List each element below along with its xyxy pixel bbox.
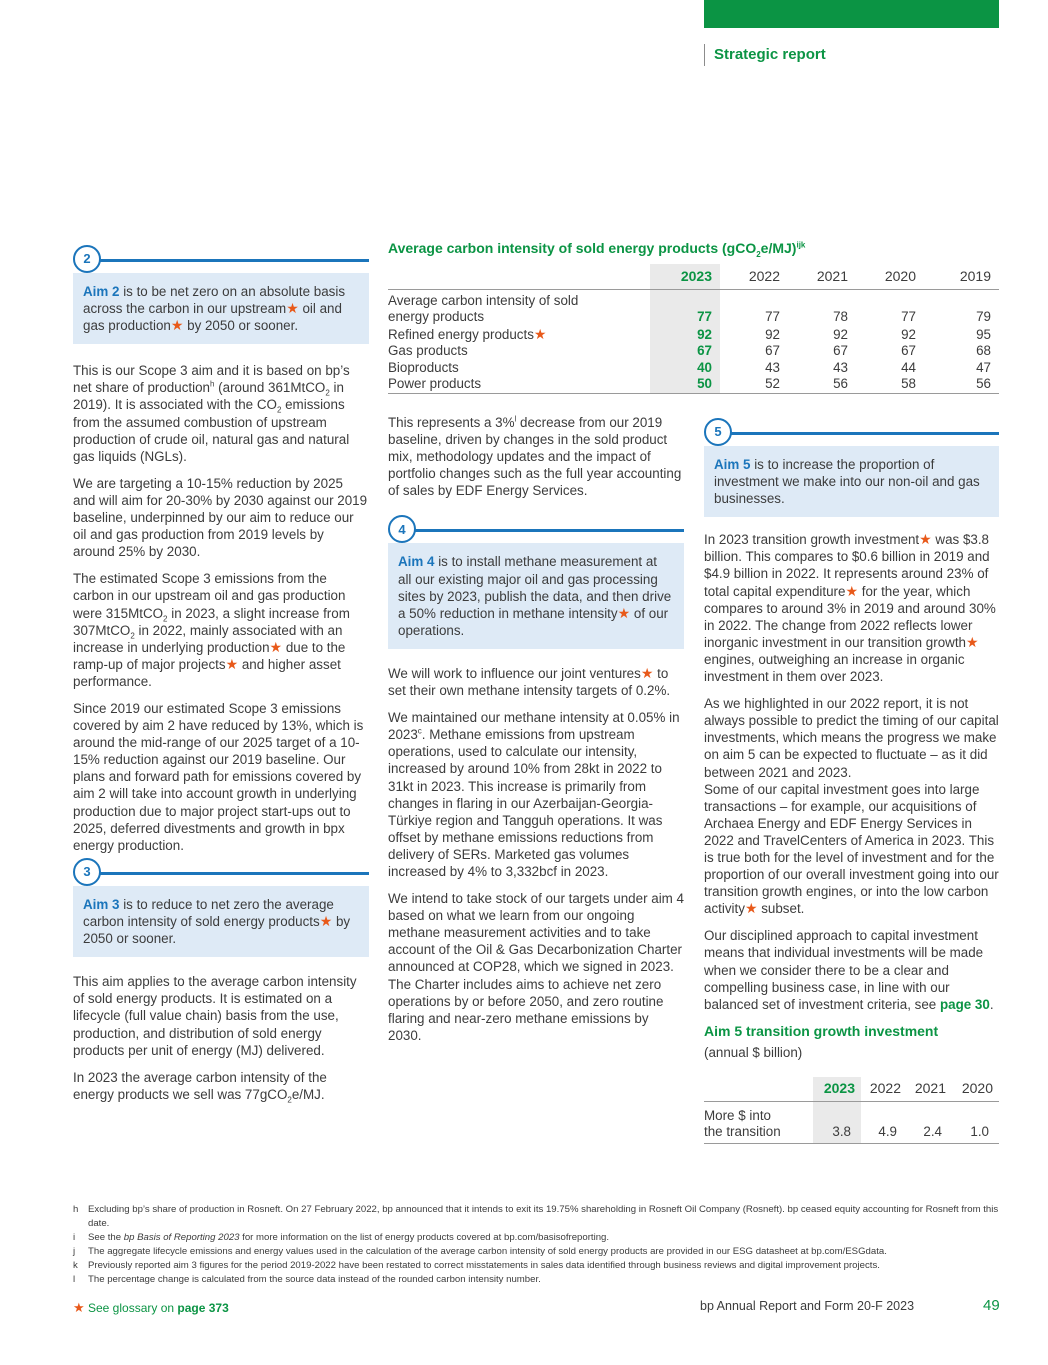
paragraph: This is our Scope 3 aim and it is based on bp’s net share of production$^h$ (around 361MtCO$_2$ in 2019). It is associated with the $CO_2$ emissions from the assumed combustion of upstream production of crude oil, natural gas and natural gas liquids (NGLs). [73, 363, 350, 464]
glossary-star-icon: ★ [744, 900, 758, 917]
table-row: More $ into the transition 3.8 4.9 2.4 1.0 [704, 1101, 999, 1143]
paragraph: In 2023 the average carbon intensity of the energy products we sell was 77gCO$_2$e/MJ. [73, 1069, 327, 1105]
glossary-star-icon: ★ [640, 664, 654, 681]
aim2-box [73, 273, 369, 344]
paragraph: The estimated Scope 3 emissions from the carbon in our upstream oil and gas production were 315MtCO$_2$ in 2023, a slight increase from 307MtCO$_2$ in 2022, mainly associated with an increase in underlying production★ due to the ramp-up of major projects★ and higher asset performance. [73, 571, 350, 689]
glossary-star-icon: ★ [286, 300, 299, 317]
aim4-callout [388, 515, 684, 648]
row-label: Average carbon intensity of sold energy products [388, 292, 579, 325]
paragraph: In 2023 transition growth investment★ was $3.8 billion. This compares to $0.6 billion in 2019 and $4.9 billion in 2022. It represents around 23% of total capital expenditure★ for the year, which compares to around 3% in 2019 and around 30% in 2022. The change from 2022 reflects lower inorganic investment in our transition growth★ engines, outweighing an increase in organic investment in them over 2023. [704, 531, 996, 685]
paragraph: This represents a 3%$^l$ decrease from our 2019 baseline, driven by changes in the sold product mix, methodology updates and the impact of portfolio changes such as the full year accounting of sales by EDF Energy Services. [388, 414, 682, 499]
column-header: 2020 [856, 264, 924, 289]
table-row: Power products 50 52 56 58 56 [388, 376, 999, 393]
aim3-box: Aim 3 is to reduce to net zero the average carbon intensity of sold energy products★ by 2050 or sooner. [73, 886, 369, 957]
aim5-callout [704, 418, 999, 517]
row-label: Refined energy products★ [388, 325, 547, 342]
table-row: Refined energy products★ 92 92 92 92 95 [388, 325, 991, 342]
glossary-note: ★ See glossary on page 373 [73, 1300, 229, 1315]
table-row: Average carbon intensity of sold energy products 77 77 78 77 79 [388, 289, 999, 326]
header-divider [704, 44, 705, 66]
aim2-callout [73, 245, 369, 344]
aim4-rule [402, 529, 684, 532]
paragraph: As we highlighted in our 2022 report, it is not always possible to predict the timing of our capital investments, which means the progress we make on aim 5 can be expected to fluctuate – as it did between 2021 and 2023. Some of our capital investment goes into large transactions – for example, our acquisitions of Archaea Energy and EDF Energy Services in 2022 and TravelCenters of America in 2023. This is true both for the level of investment and for the proportion of our overall investment going into our transition growth engines, or into the low carbon activity★ subset. [704, 696, 999, 917]
column-header: 2023 [813, 1077, 861, 1101]
footnote: j The aggregate lifecycle emissions and energy values used in the calculation of the average carbon intensity of sold energy products are provided in our ESG datasheet at bp.com/ESGdata. [73, 1246, 887, 1257]
paragraph: We are targeting a 10-15% reduction by 2025 and will aim for 20-30% by 2030 against our 2019 baseline, underpinned by our aim to reduce our oil and gas production from 2019 levels by around 25% by 2030. [73, 475, 368, 560]
column-header: 2019 [924, 264, 999, 289]
aim4-label: Aim 4 [398, 554, 435, 570]
page-number: 49 [983, 1297, 1000, 1314]
carbon-intensity-table-block [388, 240, 999, 394]
glossary-star-icon: ★ [73, 1300, 85, 1315]
aim5-number-badge: 5 [704, 418, 732, 446]
column-header: 2022 [720, 264, 788, 289]
table-header-row [388, 264, 999, 289]
left-column-lower [73, 858, 369, 1113]
glossary-star-icon: ★ [533, 325, 547, 342]
row-label: Bioproducts [388, 359, 459, 375]
glossary-star-icon: ★ [966, 633, 979, 650]
glossary-star-icon: ★ [170, 317, 184, 334]
aim2-label: Aim 2 [83, 284, 120, 299]
column-header: 2022 [861, 1077, 907, 1101]
glossary-star-icon: ★ [919, 531, 932, 548]
paragraph: This aim applies to the average carbon intensity of sold energy products. It is estimated on a lifecycle (full value chain) basis from the use, production, and distribution of sold energy products per unit of energy (MJ) delivered. [73, 974, 357, 1058]
aim3-number-badge: 3 [73, 858, 101, 886]
glossary-star-icon: ★ [845, 582, 859, 599]
glossary-star-icon: ★ [319, 913, 333, 930]
page-link[interactable]: page 30 [939, 996, 990, 1012]
aim3-label: Aim 3 [83, 897, 120, 912]
left-column [73, 245, 369, 864]
aim4-box: Aim 4 is to install methane measurement at all our existing major oil and gas processing sites by 2023, publish the data, and then drive a 50% reduction in methane intensity★ of our operations. [388, 543, 684, 648]
aim2-text: is to be net zero on an absolute basis across the carbon in our upstream [83, 284, 346, 317]
carbon-intensity-table [388, 264, 999, 394]
paragraph: We intend to take stock of our targets under aim 4 based on what we learn from our ongoing methane measurement activities and to take account of the Oil & Gas Decarbonization Charter announced at COP28, which we signed in 2023. The Charter includes aims to achieve net zero operations by or before 2050, and zero routine flaring and near-zero methane emissions by 2030. [388, 891, 684, 1043]
aim4-number-badge: 4 [388, 515, 416, 543]
footnote: l The percentage change is calculated from the source data instead of the rounded carbon intensity number. [73, 1274, 541, 1285]
column-header: 2020 [952, 1077, 999, 1101]
investment-table [704, 1077, 999, 1144]
row-label: More $ into the transition [704, 1101, 813, 1143]
table-row: Gas products 67 67 67 67 68 [388, 343, 991, 359]
paragraph: We maintained our methane intensity at 0.05% in 2023$^c$. Methane emissions from upstream operations, used to calculate our intensity, increased by around 10% from 28kt in 2022 to 31kt in 2023. This increase is primarily from changes in flaring in our Azerbaijan-Georgia-Türkiye region and Tangguh operations. It was offset by methane emissions reductions from delivery of SERs. Marketed gas volumes increased by 4% to 3,332bcf in 2023. [388, 710, 680, 879]
glossary-page-link[interactable]: page 373 [177, 1301, 229, 1315]
paragraph: Our disciplined approach to capital investment means that individual investments will be made when we consider there to be a clear and compelling business case, in line with our balanced set of investment criteria, see page 30. [704, 928, 994, 1012]
table-row: Bioproducts 40 43 43 44 47 [388, 359, 991, 375]
aim5-rule [718, 432, 999, 435]
middle-column [388, 414, 684, 1054]
aim2-text: oil and gas production [83, 301, 342, 334]
right-column [704, 418, 999, 1144]
investment-table-title: Aim 5 transition growth investment [704, 1022, 939, 1039]
aim2-rule [87, 259, 369, 262]
investment-table-subtitle: (annual $ billion) [704, 1044, 803, 1060]
footnotes [73, 1203, 999, 1287]
paragraph: We will work to influence our joint ventures★ to set their own methane intensity targets of 0.2%. [388, 664, 671, 699]
aim3-callout [73, 858, 369, 957]
column-header: 2021 [907, 1077, 952, 1101]
paragraph: Since 2019 our estimated Scope 3 emissions covered by aim 2 have reduced by 13%, which is around the mid-range of our 2025 target of a 10-15% reduction against our 2019 baseline. Our plans and forward path for emissions covered by aim 2 will take into account growth in underlying production due to major project start-ups out to 2025, deferred divestments and growth in bpx energy production. [73, 700, 364, 853]
glossary-star-icon: ★ [225, 655, 239, 672]
column-header: 2023 [650, 264, 720, 289]
footnote: i See the bp Basis of Reporting 2023 for more information on the list of energy products covered at bp.com/basisofreporting. [73, 1232, 610, 1243]
header-green-bar [704, 0, 999, 28]
report-name: bp Annual Report and Form 20-F 2023 [700, 1299, 915, 1313]
glossary-star-icon: ★ [617, 604, 631, 621]
footnote: h Excluding bp’s share of production in Rosneft. On 27 February 2022, bp announced that it intends to exit its 19.75% shareholding in Rosneft Oil Company (Rosneft). bp ceased equity accounting for Rosneft from this date. [73, 1204, 999, 1229]
aim5-label: Aim 5 [714, 457, 751, 472]
aim2-text: by 2050 or sooner. [183, 318, 299, 334]
glossary-star-icon: ★ [269, 638, 283, 655]
column-header: 2021 [788, 264, 856, 289]
table-header-row [704, 1077, 999, 1101]
section-title: Strategic report [714, 46, 826, 63]
footnote: k Previously reported aim 3 figures for the period 2019-2022 have been restated to correct misstatements in sales data identified through business reviews and digital improvement projects. [73, 1260, 880, 1271]
row-label: Power products [388, 376, 650, 393]
row-label: Gas products [388, 343, 468, 359]
aim5-box: Aim 5 is to increase the proportion of investment we make into our non-oil and gas businesses. [704, 446, 999, 517]
aim3-rule [87, 872, 369, 875]
aim2-number-badge: 2 [73, 245, 101, 273]
carbon-intensity-table-title: Average carbon intensity of sold energy products $(gCO_2e/MJ)^{ijk}$ [388, 240, 806, 259]
